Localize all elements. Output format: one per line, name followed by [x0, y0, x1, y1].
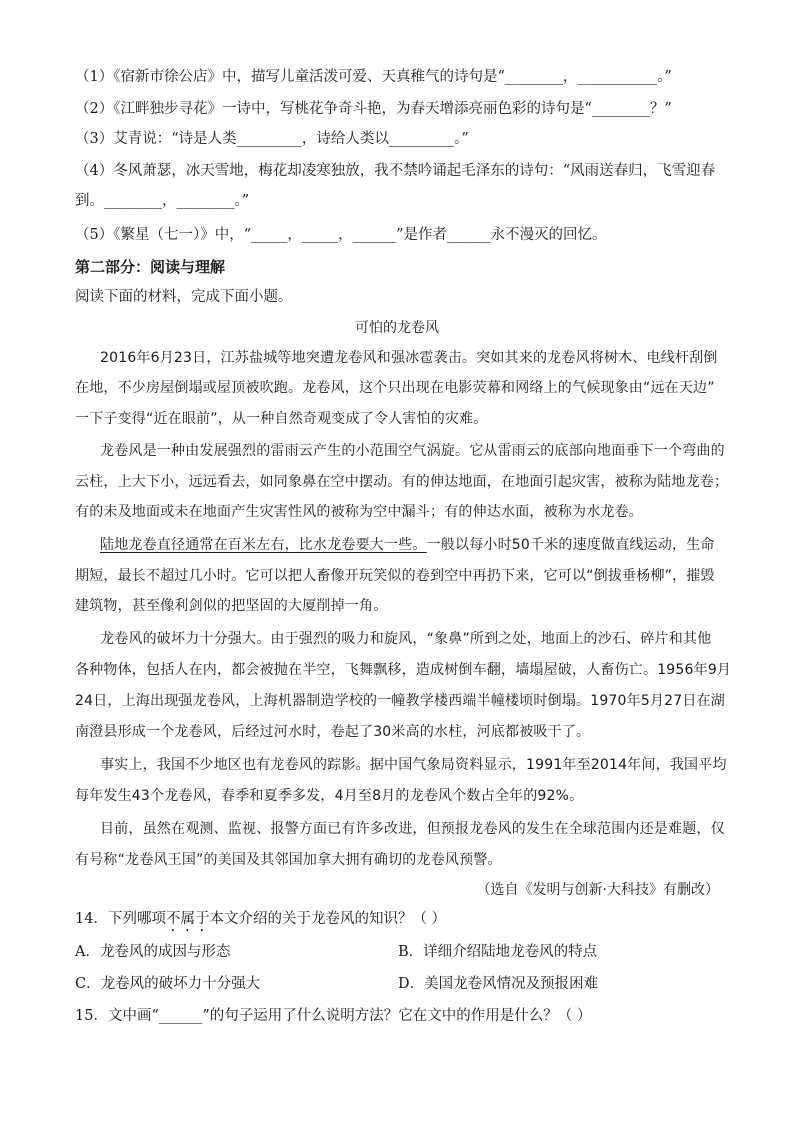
article-line: 龙卷风是一种由发展强烈的雷雨云产生的小范围空气涡旋。它从雷雨云的底部向地面垂下一个弯曲的: [100, 443, 725, 459]
article-title: 可怕的龙卷风: [355, 320, 439, 336]
question-15: 15．文中画“______”的句子运用了什么说明方法？它在文中的作用是什么？（ ）: [75, 1008, 592, 1024]
article-line: 在地，不少房屋倒塌或屋顶被吹跑。龙卷风，这个只出现在电影荧幕和网络上的气候现象由“远在天边”: [75, 380, 715, 396]
fill-in-question-1: （1）《宿新市徐公店》中，描写儿童活泼可爱、天真稚气的诗句是“________，___________。”: [75, 69, 672, 85]
article-line: 事实上，我国不少地区也有龙卷风的踪影。据中国气象局资料显示，1991年至2014年间，我国平均: [100, 757, 727, 773]
question-14-prefix: 14．下列哪项: [75, 911, 166, 927]
article-line: 云柱，上大下小，远远看去，如同象鼻在空中摆动。有的伸达地面，在地面引起灾害，被称为陆地龙卷；: [75, 474, 729, 490]
option-b[interactable]: B．详细介绍陆地龙卷风的特点: [398, 944, 598, 960]
article-line: 龙卷风的破坏力十分强大。由于强烈的吸力和旋风，“象鼻”所到之处，地面上的沙石、碎片和其他: [100, 631, 712, 647]
fill-in-question-3: （3）艾青说：“诗是人类_________，诗给人类以_________。”: [75, 131, 469, 147]
article-line: 2016年6月23日，江苏盐城等地突遭龙卷风和强冰雹袭击。突如其来的龙卷风将树木、电线杆刮倒: [100, 350, 718, 366]
article-line: 有的未及地面或未在地面产生灾害性风的被称为空中漏斗；有的伸达水面，被称为水龙卷。: [75, 504, 643, 520]
fill-in-question-4: （4）冬风萧瑟，冰天雪地，梅花却凌寒独放，我不禁吟诵起毛泽东的诗句：“风雨送春归，飞雪迎春: [75, 163, 716, 179]
article-line: 有号称“龙卷风王国”的美国及其邻国加拿大拥有确切的龙卷风预警。: [75, 852, 502, 868]
fill-in-question-5: （5）《繁星（七一）》中，“_____，_____，______”是作者______永不漫灭的回忆。: [75, 227, 607, 243]
question-14-emphasis: 不属于: [165, 911, 210, 927]
reading-instruction: 阅读下面的材料，完成下面小题。: [75, 289, 293, 305]
article-line: [100, 535, 720, 555]
article-line: 各种物体，包括人在内，都会被抛在半空，飞舞飘移，造成树倒车翻，墙塌屋破，人畜伤亡。1956年9月: [75, 662, 732, 678]
article-line: 建筑物，甚至像利剑似的把坚固的大厦削掉一角。: [75, 598, 388, 614]
option-c[interactable]: C．龙卷风的破坏力十分强大: [75, 976, 261, 992]
article-line: 24日，上海出现强龙卷风，上海机器制造学校的一幢教学楼西端半幢楼顷时倒塌。1970年5月27日在湖: [75, 693, 725, 709]
article-line: 目前，虽然在观测、监视、报警方面已有许多改进，但预报龙卷风的发生在全球范围内还是难题，仅: [100, 821, 725, 837]
section-title: 第二部分：阅读与理解: [75, 258, 226, 276]
article-line: 南澄县形成一个龙卷风，后经过河水时，卷起了30米高的水柱，河底都被吸干了。: [75, 724, 591, 740]
article-line: 一下子变得“近在眼前”，从一种自然奇观变成了令人害怕的灾难。: [75, 411, 488, 427]
question-14: [75, 909, 720, 935]
article-line: 期短，最长不超过几小时。它可以把人畜像开玩笑似的卷到空中再扔下来，它可以“倒拔垂杨柳”，摧毁: [75, 568, 715, 584]
option-d[interactable]: D．美国龙卷风情况及预报困难: [398, 976, 599, 992]
underlined-sentence: 陆地龙卷直径通常在百米左右，比水龙卷要大一些。: [100, 537, 427, 553]
article-line-rest: 一般以每小时50千米的速度做直线运动，生命: [426, 537, 715, 553]
article-line: 每年发生43个龙卷风，春季和夏季多发，4月至8月的龙卷风个数占全年的92%。: [75, 788, 584, 804]
fill-in-question-2: （2）《江畔独步寻花》一诗中，写桃花争奇斗艳，为春天增添亮丽色彩的诗句是“________？”: [75, 101, 672, 117]
question-14-suffix: 本文介绍的关于龙卷风的知识？（ ）: [209, 911, 447, 927]
option-a[interactable]: A．龙卷风的成因与形态: [75, 944, 231, 960]
article-source: （选自《发明与创新·大科技》有删改）: [476, 882, 719, 898]
fill-in-question-4-cont: 到。________，________。”: [75, 193, 250, 209]
